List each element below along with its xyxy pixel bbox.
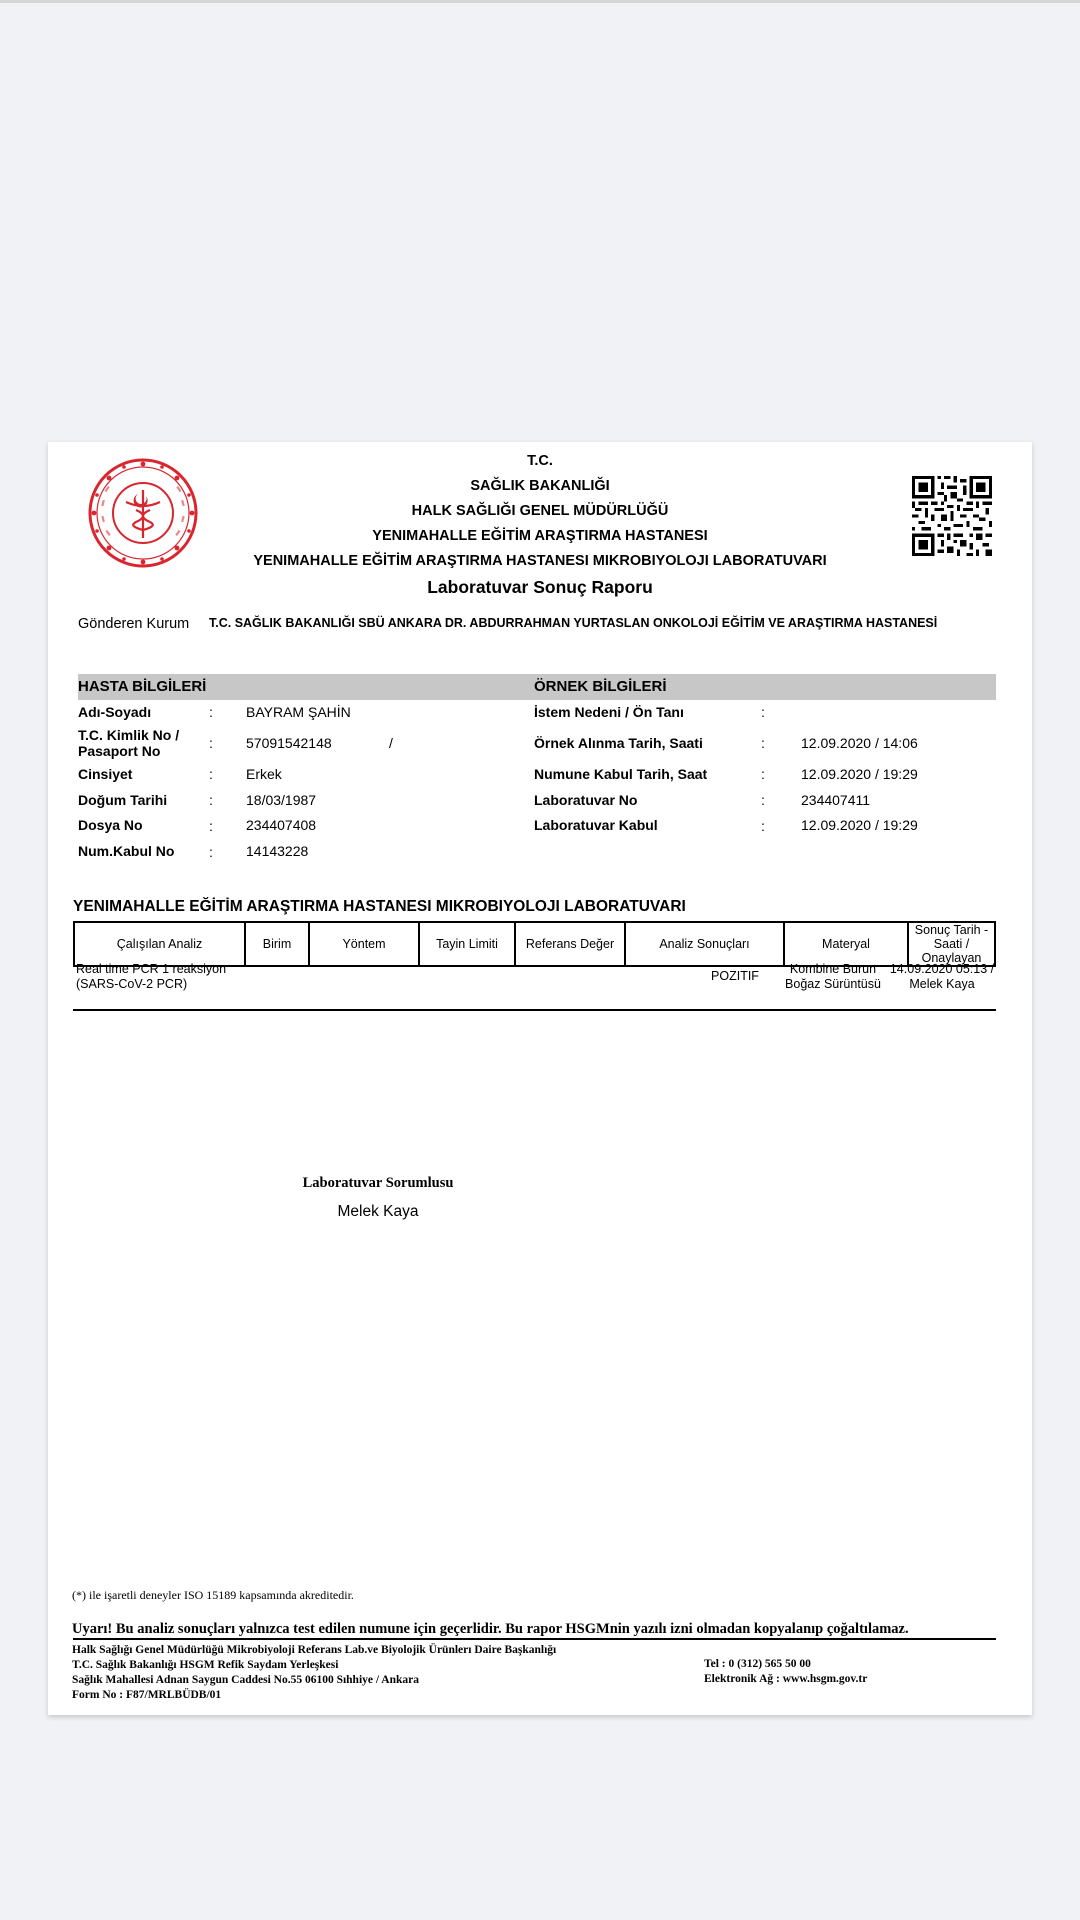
header-ministry: SAĞLIK BAKANLIĞI	[470, 478, 610, 494]
report-title: Laboratuvar Sonuç Raporu	[427, 577, 653, 597]
footer-address-line1: Halk Sağlığı Genel Müdürlüğü Mikrobiyoloji Referans Lab.ve Biyolojik Ürünlerı Daire Başkanlığı	[72, 1644, 557, 1656]
header-tc: T.C.	[527, 453, 553, 469]
colon: :	[209, 844, 213, 860]
gender-label: Cinsiyet	[78, 766, 133, 782]
footer-address-line3: Sağlık Mahallesi Adnan Saygun Caddesi No.55 06100 Sıhhiye / Ankara	[72, 1674, 420, 1686]
approver-name: Melek Kaya	[909, 977, 975, 991]
responsible-title: Laboratuvar Sorumlusu	[302, 1175, 454, 1191]
tc-label-line1: T.C. Kimlik No /	[78, 727, 180, 743]
footer-form-no: Form No : F87/MRLBÜDB/01	[72, 1689, 222, 1701]
file-label: Dosya No	[78, 817, 143, 833]
reason-label: İstem Nedeni / Ön Tanı	[534, 704, 684, 720]
colon: :	[761, 766, 765, 782]
tc-label-line2: Pasaport No	[78, 743, 161, 759]
colon: :	[209, 766, 213, 782]
colon: :	[209, 818, 213, 834]
patient-file: 234407408	[246, 817, 317, 833]
lab-section-title: YENIMAHALLE EĞİTİM ARAŞTIRMA HASTANESI MIKROBIYOLOJI LABORATUVARI	[73, 898, 686, 915]
footer-website: Elektronik Ağ : www.hsgm.gov.tr	[704, 1673, 868, 1685]
sample-received: 12.09.2020 / 19:29	[801, 766, 918, 782]
col-material: Materyal	[784, 922, 908, 966]
results-table	[73, 921, 996, 967]
lab-accept-label: Laboratuvar Kabul	[534, 817, 658, 833]
patient-accept-no: 14143228	[246, 843, 309, 859]
header-laboratory: YENIMAHALLE EĞİTİM ARAŞTIRMA HASTANESI MIKROBIYOLOJI LABORATUVARI	[253, 553, 827, 569]
colon: :	[209, 735, 213, 751]
analysis-name	[76, 962, 226, 992]
col-method: Yöntem	[309, 922, 419, 966]
col-date-approver: Sonuç Tarih - Saati / Onaylayan	[908, 922, 995, 966]
birth-label: Doğum Tarihi	[78, 792, 168, 808]
results-header-row	[74, 922, 995, 966]
report-page	[48, 442, 1032, 1715]
responsible-name: Melek Kaya	[337, 1203, 419, 1220]
colon: :	[761, 704, 765, 720]
col-reference: Referans Değer	[515, 922, 625, 966]
colon: :	[209, 792, 213, 808]
material	[768, 962, 898, 992]
analysis-result: POZITIF	[711, 969, 759, 983]
copy-warning: Uyarı! Bu analiz sonuçları yalnızca test edilen numune için geçerlidir. Bu rapor HSGMnin yazılı izni olmadan kopyalanıp çoğaltılamaz.	[72, 1621, 909, 1637]
lab-no-label: Laboratuvar No	[534, 792, 638, 808]
col-unit: Birim	[245, 922, 309, 966]
colon: :	[761, 792, 765, 808]
analysis-line1: Real time PCR 1 reaksiyon	[76, 962, 227, 976]
col-result: Analiz Sonuçları	[625, 922, 784, 966]
top-edge-shadow	[0, 0, 1080, 3]
analysis-line2: (SARS-CoV-2 PCR)	[76, 977, 188, 991]
header-directorate: HALK SAĞLIĞI GENEL MÜDÜRLÜĞÜ	[411, 503, 669, 519]
colon: :	[761, 818, 765, 834]
footer-contact	[704, 1657, 867, 1687]
footer-rule	[73, 1638, 996, 1640]
tc-label	[78, 727, 179, 759]
patient-info-title: HASTA BİLGİLERİ	[78, 678, 207, 695]
result-date-approver	[884, 962, 1000, 992]
iso-note: (*) ile işaretli deneyler ISO 15189 kapsamında akreditedir.	[72, 1588, 354, 1602]
col-limit: Tayin Limiti	[419, 922, 515, 966]
patient-gender: Erkek	[246, 766, 282, 782]
patient-tc: 57091542148	[246, 735, 332, 751]
info-section-header	[78, 674, 996, 700]
patient-birth: 18/03/1987	[246, 792, 317, 808]
table-bottom-rule	[73, 1009, 996, 1011]
sender-value: T.C. SAĞLIK BAKANLIĞI SBÜ ANKARA DR. ABDURRAHMAN YURTASLAN ONKOLOJİ EĞİTİM VE ARAŞTIRMA HASTANESİ	[209, 616, 938, 630]
received-label: Numune Kabul Tarih, Saat	[534, 766, 708, 782]
passport-separator: /	[389, 735, 393, 751]
col-analysis: Çalışılan Analiz	[74, 922, 245, 966]
footer-address-line2: T.C. Sağlık Bakanlığı HSGM Refik Saydam Yerleşkesi	[72, 1659, 339, 1671]
footer-phone: Tel : 0 (312) 565 50 00	[704, 1658, 811, 1670]
name-label: Adı-Soyadı	[78, 704, 152, 720]
colon: :	[209, 704, 213, 720]
sender-label: Gönderen Kurum	[78, 616, 190, 632]
sample-lab-no: 234407411	[801, 792, 871, 808]
sample-lab-accept: 12.09.2020 / 19:29	[801, 817, 918, 833]
patient-name: BAYRAM ŞAHİN	[246, 704, 351, 720]
material-line1: Kombine Burun	[789, 962, 877, 976]
sample-taken: 12.09.2020 / 14:06	[801, 735, 918, 751]
result-date: 14.09.2020 05:13 /	[889, 962, 995, 976]
sample-info-title: ÖRNEK BİLGİLERİ	[534, 678, 667, 695]
taken-label: Örnek Alınma Tarih, Saati	[534, 735, 703, 751]
footer-address	[72, 1643, 556, 1703]
accept-label: Num.Kabul No	[78, 843, 175, 859]
header-hospital: YENIMAHALLE EĞİTİM ARAŞTIRMA HASTANESI	[372, 528, 708, 544]
colon: :	[761, 735, 765, 751]
material-line2: Boğaz Sürüntüsü	[785, 977, 881, 991]
